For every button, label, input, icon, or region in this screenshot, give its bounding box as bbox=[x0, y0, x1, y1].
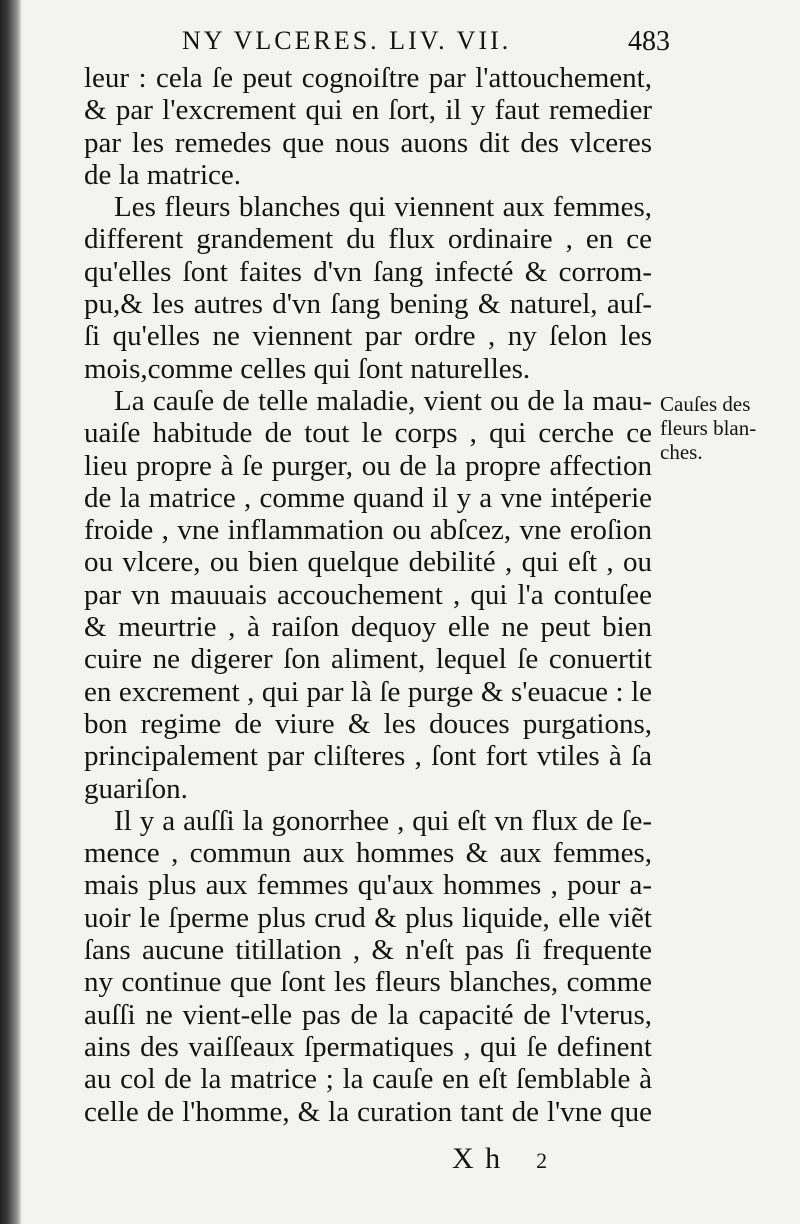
text-line: mois,comme celles qui ſont naturelles. bbox=[84, 352, 531, 385]
text-line: de la matrice. bbox=[84, 158, 241, 191]
running-head bbox=[92, 24, 670, 64]
margin-note bbox=[660, 392, 790, 464]
text-line: & par l'excrement qui en ſort, il y faut remedier bbox=[84, 94, 652, 127]
page-gutter-shadow bbox=[0, 0, 22, 1224]
text-line: qu'elles ſont faites d'vn ſang infecté & corrom- bbox=[84, 255, 652, 288]
page-number: 483 bbox=[628, 26, 670, 57]
text-line: leur : cela ſe peut cognoiſtre par l'attouchement, bbox=[84, 62, 652, 94]
text-line: cuire ne digerer ſon aliment, lequel ſe conuertit bbox=[84, 643, 652, 676]
paragraph-start-line: Il y a auſſi la gonorrhee , qui eſt vn flux de ſe- bbox=[114, 804, 652, 837]
text-line: mais plus aux femmes qu'aux hommes , pour a- bbox=[84, 869, 652, 902]
text-line: ſans aucune titillation , & n'eſt pas ſi frequente bbox=[84, 934, 652, 967]
text-line: mence , commun aux hommes & aux femmes, bbox=[84, 837, 652, 870]
paragraph-start-line: La cauſe de telle maladie, vient ou de la mau- bbox=[114, 384, 652, 417]
paragraph-start-line: Les fleurs blanches qui viennent aux femmes, bbox=[114, 191, 652, 224]
text-line: bon regime de viure & les douces purgations, bbox=[84, 707, 652, 740]
text-line: au col de la matrice ; la cauſe en eſt ſemblable à bbox=[84, 1063, 652, 1096]
margin-note-line: Cauſes des bbox=[660, 392, 751, 416]
margin-note-line: ches. bbox=[660, 440, 703, 464]
text-line: uaiſe habitude de tout le corps , qui cerche ce bbox=[84, 417, 652, 450]
signature-mark bbox=[452, 1142, 547, 1176]
text-line: uoir le ſperme plus crud & plus liquide, elle viẽt bbox=[84, 901, 652, 934]
text-line: ains des vaiſſeaux ſpermatiques , qui ſe definent bbox=[84, 1030, 652, 1063]
text-line: de la matrice , comme quand il y a vne intéperie bbox=[84, 481, 652, 514]
text-line: auſſi ne vient-elle pas de la capacité de l'vterus, bbox=[84, 998, 652, 1031]
text-line: & meurtrie , à raiſon dequoy elle ne peut bien bbox=[84, 611, 652, 644]
text-line: different grandement du flux ordinaire , en ce bbox=[84, 223, 652, 256]
running-title: NY VLCERES. LIV. VII. bbox=[182, 26, 512, 55]
text-line: ny continue que ſont les fleurs blanches, comme bbox=[84, 966, 652, 999]
text-line: par les remedes que nous auons dit des vlceres bbox=[84, 126, 652, 159]
text-line: pu,& les autres d'vn ſang bening & naturel, auſ- bbox=[84, 288, 652, 321]
text-line: froide , vne inflammation ou abſcez, vne eroſion bbox=[84, 514, 652, 547]
text-line: ſi qu'elles ne viennent par ordre , ny ſelon les bbox=[84, 320, 652, 353]
margin-note-line: fleurs blan- bbox=[660, 416, 757, 440]
body-text bbox=[84, 62, 652, 1128]
text-line: celle de l'homme, & la curation tant de l'vne que bbox=[84, 1095, 652, 1128]
text-line: par vn mauuais accouchement , qui l'a contuſee bbox=[84, 578, 652, 611]
text-line: ou vlcere, ou bien quelque debilité , qui eſt , ou bbox=[84, 546, 652, 579]
text-line: lieu propre à ſe purger, ou de la propre affection bbox=[84, 449, 652, 482]
signature-letters: X h bbox=[452, 1142, 503, 1175]
text-line: guariſon. bbox=[84, 772, 188, 805]
text-line: en excrement , qui par là ſe purge & s'euacue : le bbox=[84, 675, 652, 708]
signature-number: 2 bbox=[536, 1148, 548, 1173]
text-line: principalement par cliſteres , ſont fort vtiles à ſa bbox=[84, 740, 652, 773]
